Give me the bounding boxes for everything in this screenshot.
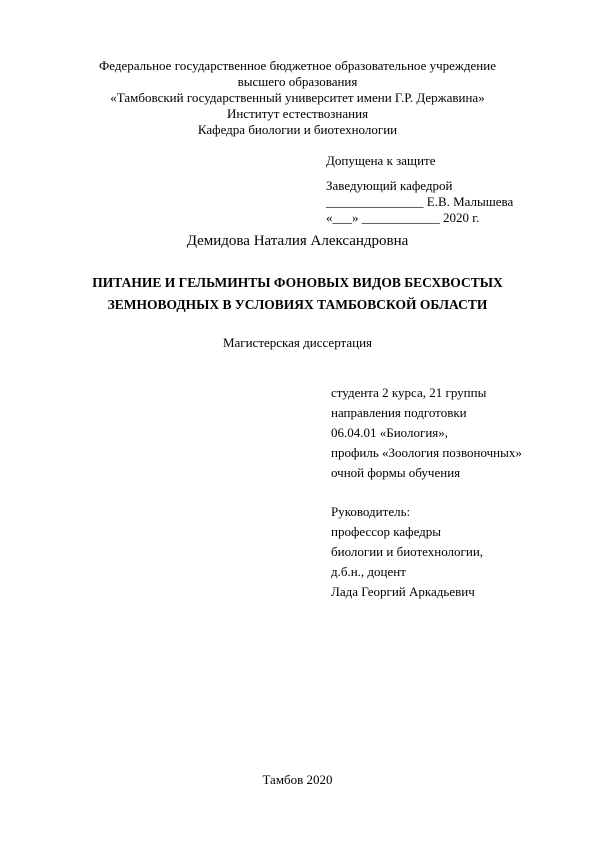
institution-line-2: высшего образования (237, 74, 358, 89)
thesis-title-line-2: ЗЕМНОВОДНЫХ В УСЛОВИЯХ ТАМБОВСКОЙ ОБЛАСТИ (107, 297, 488, 312)
head-of-department-label: Заведующий кафедрой (326, 178, 453, 193)
supervisor-line-1: профессор кафедры (331, 524, 442, 539)
supervisor-name: Лада Георгий Аркадьевич (331, 584, 475, 599)
department-name: Кафедра биологии и биотехнологии (197, 122, 398, 137)
supervisor-line-2: биологии и биотехнологии, (331, 544, 484, 559)
supervisor-line-3: д.б.н., доцент (331, 564, 406, 579)
work-type: Магистерская диссертация (222, 335, 373, 350)
author-name: Демидова Наталия Александровна (186, 233, 409, 249)
supervisor-label: Руководитель: (331, 504, 411, 519)
student-info-line-2: направления подготовки (331, 405, 467, 420)
student-info-line-1: студента 2 курса, 21 группы (331, 385, 487, 400)
admitted-to-defense: Допущена к защите (326, 153, 436, 168)
signature-line: _______________ Е.В. Малышева (326, 194, 514, 209)
thesis-title-line-1: ПИТАНИЕ И ГЕЛЬМИНТЫ ФОНОВЫХ ВИДОВ БЕСХВОСТЫХ (92, 275, 503, 290)
date-line: «___» ____________ 2020 г. (326, 210, 480, 225)
student-info-line-4: профиль «Зоология позвоночных» (331, 445, 522, 460)
student-info-line-3: 06.04.01 «Биология», (331, 425, 449, 440)
student-info-line-5: очной формы обучения (331, 465, 461, 480)
city-year: Тамбов 2020 (262, 772, 333, 787)
university-name: «Тамбовский государственный университет имени Г.Р. Державина» (110, 90, 485, 105)
institution-line-1: Федеральное государственное бюджетное образовательное учреждение (99, 58, 496, 73)
institute-name: Институт естествознания (226, 106, 369, 121)
